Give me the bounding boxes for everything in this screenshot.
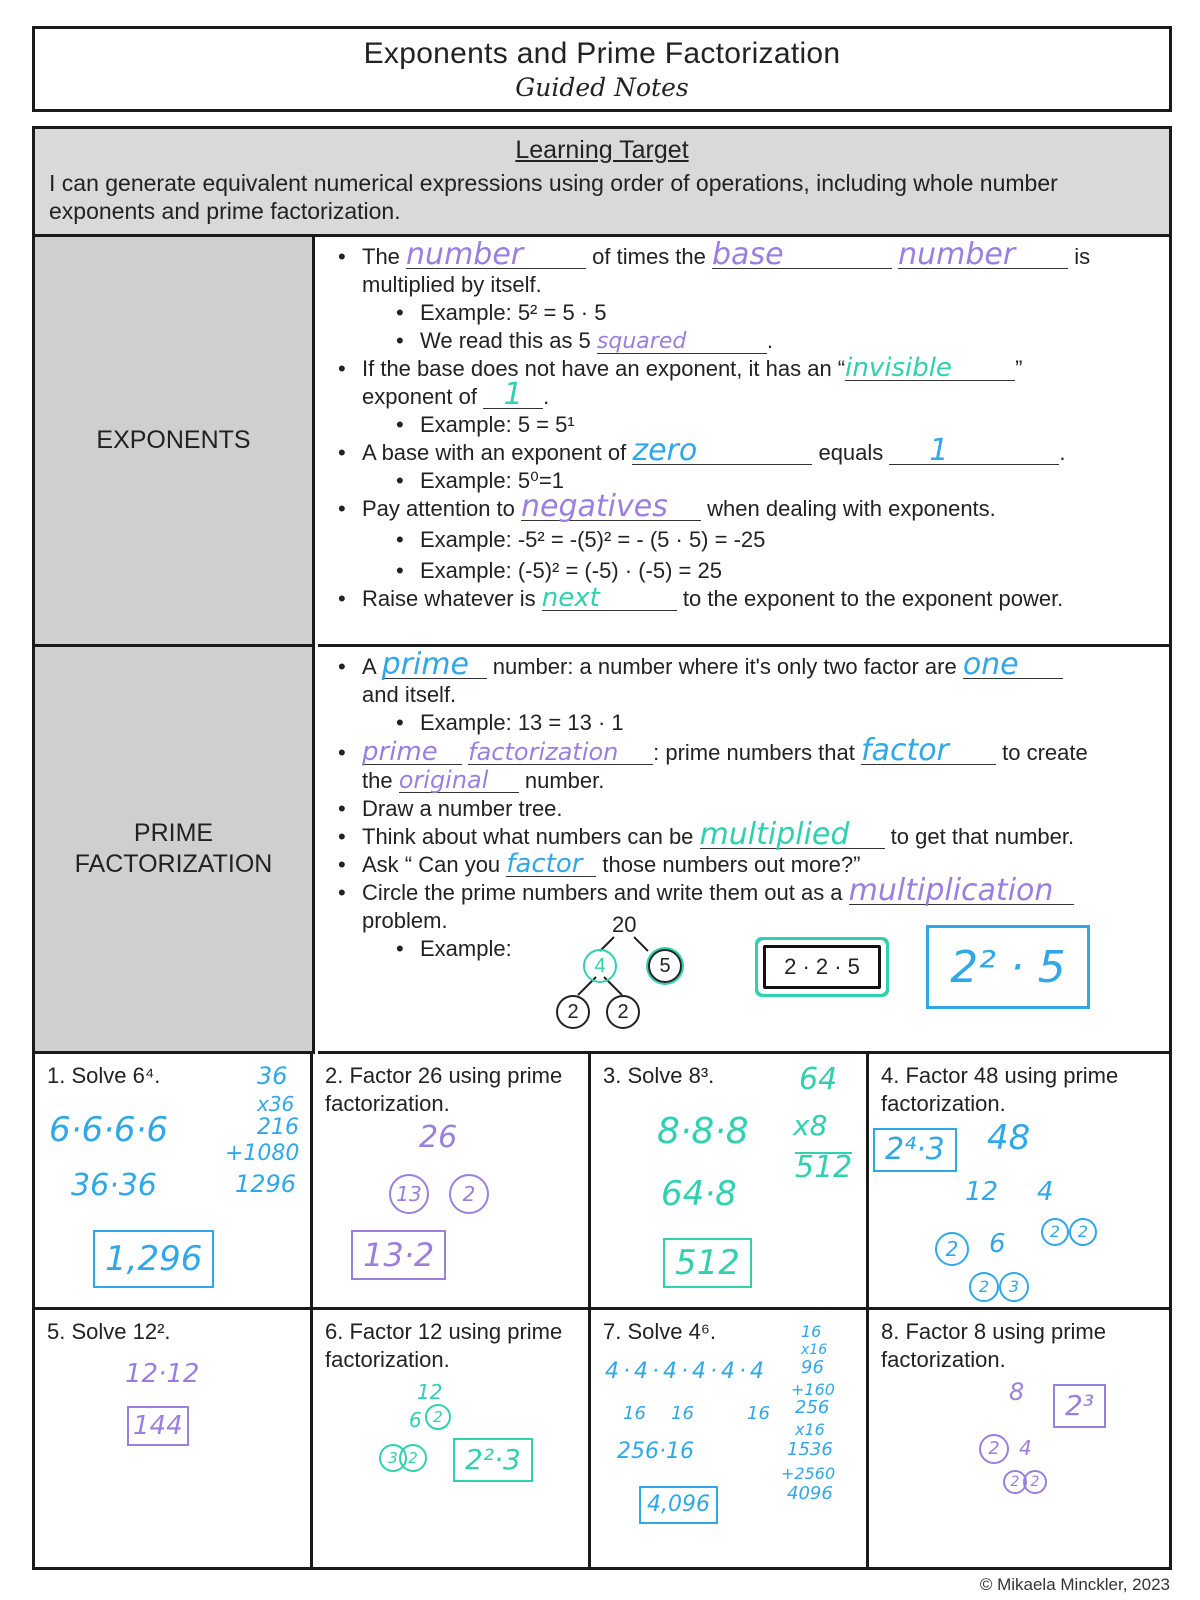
work-line: 8·8·8 [657, 1111, 749, 1152]
example: • Example: (-5)² = (-5) · (-5) = 25 [328, 557, 1169, 585]
problem-question: 7. Solve 4⁶. [603, 1319, 717, 1344]
list-item [328, 489, 1169, 524]
work-line: x8 [793, 1109, 828, 1142]
work-line: 12 [417, 1380, 443, 1404]
problem-question: 8. Factor 8 using prime factorization. [881, 1319, 1106, 1372]
handwritten-answer: 1 [503, 377, 523, 412]
work-line: 16 [747, 1403, 770, 1424]
example: • Example: 5² = 5 · 5 [328, 299, 1169, 327]
work-line: 48 [987, 1118, 1031, 1158]
handwritten-answer: prime [381, 647, 469, 682]
exponents-label [35, 237, 315, 647]
text: The [362, 244, 400, 269]
list-item: • Draw a number tree. [328, 795, 1169, 823]
label-line: FACTORIZATION [74, 850, 273, 878]
tree-node: 5 [648, 949, 682, 983]
prime-circle: 3 [999, 1272, 1029, 1302]
handwritten-answer: one [962, 647, 1019, 682]
blank-field [845, 353, 1015, 383]
blank-field [699, 817, 885, 852]
example: • Example: [328, 935, 1169, 963]
work-line: 8 [1009, 1378, 1025, 1406]
handwritten-answer: factorization [468, 738, 619, 766]
problem-7 [591, 1310, 869, 1567]
work-line: 12 [965, 1177, 999, 1207]
work-line: 64·8 [661, 1174, 737, 1214]
work-line: 16 [623, 1403, 646, 1424]
work-line: 64 [799, 1062, 838, 1097]
tree-root: 20 [612, 912, 637, 937]
problem-2 [313, 1054, 591, 1310]
prime-circle: 2 [399, 1444, 427, 1472]
work-line: 4 [1037, 1177, 1054, 1207]
prime-circle: 2 [449, 1174, 489, 1214]
text: A [362, 654, 376, 679]
blank-field [381, 647, 487, 682]
handwritten-answer: zero [632, 433, 698, 468]
work-line: 6·6·6·6 [49, 1110, 168, 1150]
work-line: 1536 [787, 1439, 833, 1460]
text: : prime numbers that [653, 740, 855, 765]
prime-circle: 2 [425, 1404, 451, 1430]
factor-tree-example [556, 912, 686, 1035]
text: multiplied by itself. [362, 272, 542, 297]
list-item [328, 647, 1169, 709]
text: If the base does not have an exponent, it has an “ [362, 356, 846, 381]
text: equals [818, 440, 884, 465]
handwritten-answer: multiplied [699, 817, 850, 852]
handwritten-answer: negatives [521, 489, 668, 524]
answer-box: 2⁴·3 [873, 1128, 957, 1172]
work-line: 12·12 [125, 1359, 200, 1389]
label-line: PRIME [133, 819, 214, 847]
work-line: 6 [989, 1229, 1006, 1259]
notes-table [32, 126, 1172, 1570]
work-line: 96 [801, 1357, 824, 1378]
text: Raise whatever is [362, 586, 536, 611]
text: those numbers out more?” [602, 852, 861, 877]
text: ” [1015, 356, 1023, 381]
prime-circle: 13 [389, 1174, 429, 1214]
blank-field [889, 433, 1059, 468]
prime-factorization-label [35, 647, 315, 1054]
blank-field [506, 849, 596, 879]
prime-circle: 2 [1069, 1218, 1097, 1246]
text: to get that number. [890, 824, 1075, 849]
text: exponent of [362, 384, 477, 409]
text: to create [1002, 740, 1088, 765]
answer-box: 512 [663, 1238, 752, 1288]
handwritten-answer: original [398, 766, 489, 794]
handwritten-answer: multiplication [848, 873, 1054, 908]
handwritten-answer: 1 [929, 433, 949, 468]
problem-6 [313, 1310, 591, 1567]
learning-target [35, 129, 1169, 237]
prime-circle: 2 [935, 1232, 969, 1266]
work-line: 4 [1019, 1436, 1032, 1460]
blank-field [962, 647, 1063, 682]
problem-question: 5. Solve 12². [47, 1319, 171, 1344]
blank-field [398, 766, 519, 794]
text: Pay attention to [362, 496, 515, 521]
problem-question: 4. Factor 48 using prime factorization. [881, 1063, 1119, 1116]
tree-node: 2 [606, 995, 640, 1029]
answer-box: 1,296 [93, 1230, 214, 1288]
problem-question: 2. Factor 26 using prime factorization. [325, 1063, 563, 1116]
example: • Example: 5⁰=1 [328, 467, 1169, 495]
work-line: x36 [257, 1092, 295, 1116]
exponents-notes [318, 237, 1169, 647]
problem-5 [35, 1310, 313, 1567]
text: Think about what numbers can be [362, 824, 694, 849]
work-line: +2560 [781, 1464, 836, 1483]
work-line: 16 [801, 1322, 822, 1341]
handwritten-answer: factor [506, 849, 583, 879]
work-line: 6 [409, 1408, 422, 1432]
text: number: a number where it's only two factor are [492, 654, 957, 679]
example: • Example: 13 = 13 · 1 [328, 709, 1169, 737]
answer-box: 144 [127, 1406, 189, 1446]
list-item [328, 355, 1169, 411]
learning-target-text: I can generate equivalent numerical expressions using order of operations, including whole number exponents and prime factorization. [49, 170, 1058, 224]
work-line: 16 [671, 1403, 694, 1424]
text: when dealing with exponents. [707, 496, 996, 521]
tree-node: 2 [556, 995, 590, 1029]
blank-field [848, 873, 1074, 908]
answer-box: 4,096 [639, 1486, 718, 1524]
text: Circle the prime numbers and write them out as a [362, 880, 843, 905]
prime-factorization-notes [318, 647, 1169, 1054]
text: . [543, 384, 550, 409]
problem-4 [869, 1054, 1169, 1310]
problem-1 [35, 1054, 313, 1310]
prime-circle: 2 [1003, 1470, 1027, 1494]
handwritten-answer: prime [362, 737, 438, 767]
text: . [766, 328, 774, 353]
tree-node: 4 [583, 949, 617, 983]
blank-field [362, 737, 462, 767]
page-title: Exponents and Prime Factorization [363, 37, 841, 70]
example [328, 327, 1169, 355]
blank-field [406, 237, 586, 272]
blank-field [898, 237, 1068, 272]
text: Ask “ Can you [362, 852, 501, 877]
work-line: 36 [257, 1062, 288, 1090]
list-item [328, 433, 1169, 468]
practice-grid [35, 1054, 1169, 1567]
prime-factorization-label-text [75, 818, 273, 880]
blank-field [483, 377, 543, 412]
handwritten-answer: factor [861, 733, 949, 768]
list-item [328, 817, 1169, 852]
problem-question: 3. Solve 8³. [603, 1063, 715, 1088]
work-line: 36·36 [71, 1168, 157, 1203]
example: • Example: -5² = -(5)² = - (5 · 5) = -25 [328, 526, 1169, 554]
page-subtitle: Guided Notes [515, 73, 689, 102]
text: to the exponent to the exponent power. [682, 586, 1064, 611]
work-line: 256 [795, 1397, 830, 1418]
blank-field [468, 738, 653, 766]
copyright: © Mikaela Minckler, 2023 [979, 1575, 1170, 1594]
text: the [362, 768, 393, 793]
prime-circle: 2 [1041, 1218, 1069, 1246]
work-line: +160 [791, 1380, 835, 1399]
handwritten-answer: next [541, 583, 600, 613]
prime-circle: 3 [379, 1444, 407, 1472]
problem-question: 6. Factor 12 using prime factorization. [325, 1319, 563, 1372]
blank-field [632, 433, 812, 468]
work-line: 1296 [235, 1170, 297, 1198]
handwritten-answer: number [898, 237, 1016, 272]
blank-field [712, 237, 892, 272]
problem-8 [869, 1310, 1169, 1567]
work-line: +1080 [225, 1141, 300, 1166]
exponents-label-text: EXPONENTS [96, 426, 251, 454]
blank-field [597, 330, 767, 354]
handwritten-answer: invisible [845, 353, 952, 383]
prime-circle: 2 [969, 1272, 999, 1302]
blank-field [861, 733, 996, 768]
learning-target-heading: Learning Target [515, 136, 689, 164]
prime-circle: 2 [1023, 1470, 1047, 1494]
answer-box: 13·2 [351, 1230, 446, 1280]
final-answer: 2² · 5 [926, 925, 1090, 1009]
work-line: 4096 [787, 1483, 833, 1504]
blank-field [521, 489, 701, 524]
list-item [328, 585, 1169, 613]
text: We read this as 5 [420, 328, 591, 353]
handwritten-answer: squared [596, 329, 687, 354]
text: of times the [592, 244, 706, 269]
answer-box: 2³ [1053, 1384, 1106, 1428]
list-item [328, 733, 1169, 795]
text: . [1059, 440, 1066, 465]
prime-circle: 2 [979, 1434, 1009, 1464]
work-line: 216 [257, 1115, 299, 1140]
problem-3 [591, 1054, 869, 1310]
text: is [1074, 244, 1091, 269]
text: A base with an exponent of [362, 440, 627, 465]
handwritten-answer: number [406, 237, 524, 272]
text: number. [524, 768, 605, 793]
list-item [328, 237, 1169, 299]
blank-field [541, 583, 677, 613]
text: problem. [362, 908, 448, 933]
work-line: 4·4·4·4·4·4 [605, 1359, 768, 1384]
title-box [32, 26, 1172, 112]
work-line: x16 [801, 1342, 828, 1358]
handwritten-answer: base [712, 237, 784, 272]
work-line: 26 [419, 1120, 458, 1155]
answer-box: 2²·3 [453, 1438, 533, 1482]
text: and itself. [362, 682, 457, 707]
work-line: 512 [795, 1150, 853, 1185]
example: • Example: 5 = 5¹ [328, 411, 1169, 439]
problem-question: 1. Solve 6⁴. [47, 1063, 161, 1088]
work-line: x16 [795, 1420, 825, 1439]
boxed-product: 2 · 2 · 5 [763, 945, 881, 989]
work-line: 256·16 [617, 1439, 694, 1464]
